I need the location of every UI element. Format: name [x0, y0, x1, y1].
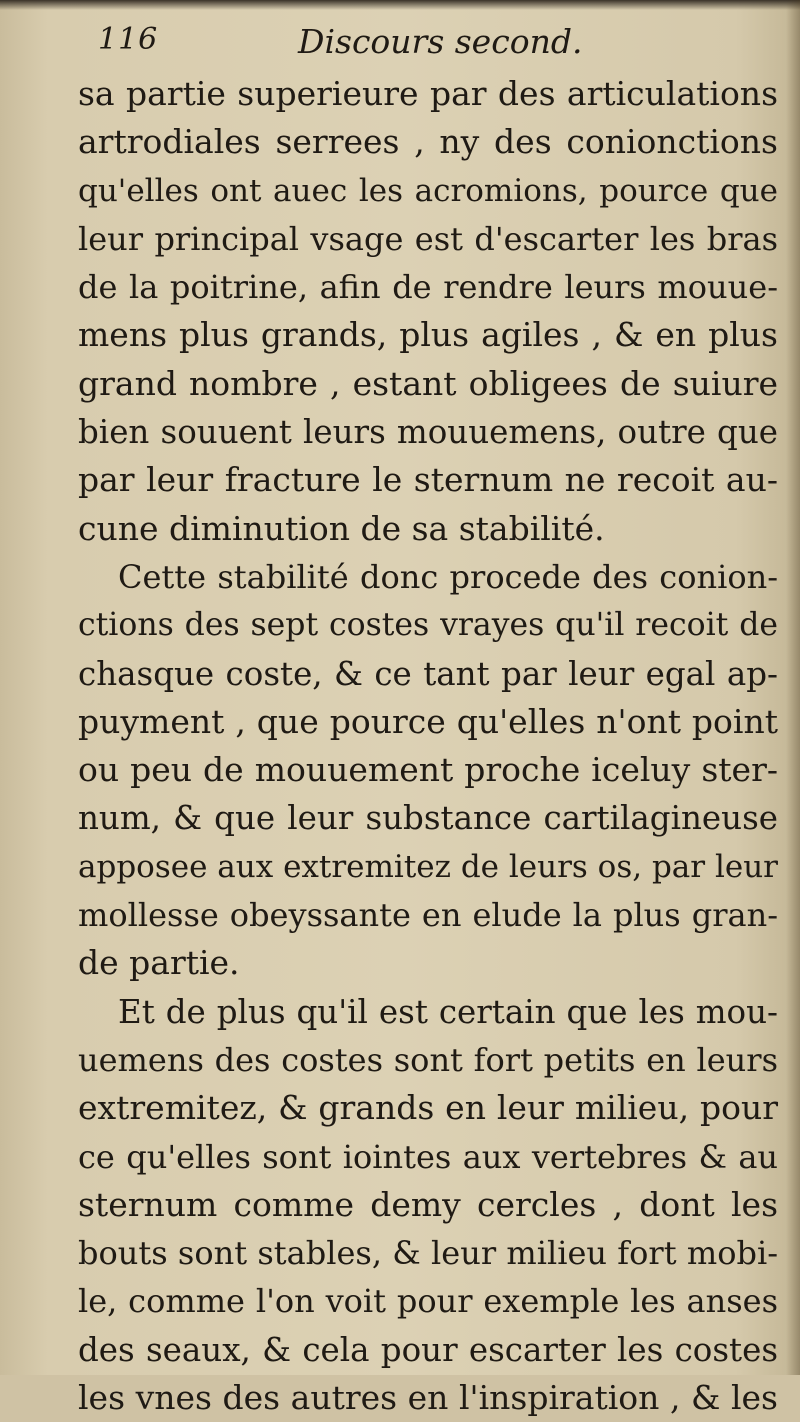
- text-line: sa partie superieure par des articulations: [78, 74, 778, 113]
- running-head-title: Discours second.: [298, 22, 583, 61]
- text-line: Et de plus qu'il est certain que les mou-: [118, 992, 778, 1031]
- text-line: de partie.: [78, 943, 240, 983]
- text-line: de la poitrine, afin de rendre leurs mouue-: [78, 268, 778, 307]
- text-line: bouts sont stables, & leur milieu fort mobi-: [78, 1234, 778, 1273]
- text-line: des seaux, & cela pour escarter les costes: [78, 1330, 778, 1369]
- text-line: grand nombre , estant obligees de suiure: [78, 363, 778, 403]
- text-line: qu'elles ont auec les acromions, pource que: [78, 172, 778, 209]
- page-gutter-shadow: [786, 0, 800, 1375]
- text-line: sternum comme demy cercles , dont les: [78, 1184, 778, 1224]
- text-line: extremitez, & grands en leur milieu, pour: [78, 1088, 778, 1128]
- page-number: 116: [98, 22, 159, 57]
- text-line: le, comme l'on voit pour exemple les anses: [78, 1282, 778, 1321]
- text-line: mens plus grands, plus agiles , & en plus: [78, 315, 778, 355]
- text-line: ctions des sept costes vrayes qu'il recoit de: [78, 607, 778, 644]
- text-line: puyment , que pource qu'elles n'ont point: [78, 701, 778, 741]
- text-line: par leur fracture le sternum ne recoit au-: [78, 460, 778, 500]
- text-line: Cette stabilité donc procede des conion-: [118, 557, 778, 596]
- text-line: bien souuent leurs mouuemens, outre que: [78, 413, 778, 452]
- text-line: uemens des costes sont fort petits en leurs: [78, 1040, 778, 1079]
- text-line: apposee aux extremitez de leurs os, par leur: [78, 848, 778, 885]
- text-line: cune diminution de sa stabilité.: [78, 508, 605, 548]
- text-line: ce qu'elles sont iointes aux vertebres & au: [78, 1137, 778, 1176]
- text-line: artrodiales serrees , ny des conionctions: [78, 122, 778, 162]
- text-line: ou peu de mouuement proche iceluy ster-: [78, 750, 778, 790]
- text-line: chasque coste, & ce tant par leur egal ap-: [78, 654, 778, 693]
- body-text: [78, 70, 778, 1422]
- text-line: num, & que leur substance cartilagineuse: [78, 799, 778, 838]
- text-line: leur principal vsage est d'escarter les bras: [78, 219, 778, 258]
- text-line: les vnes des autres en l'inspiration , & les: [78, 1378, 778, 1418]
- running-head: [98, 22, 760, 70]
- page-top-shadow: [0, 0, 800, 10]
- text-line: mollesse obeyssante en elude la plus gran-: [78, 896, 778, 935]
